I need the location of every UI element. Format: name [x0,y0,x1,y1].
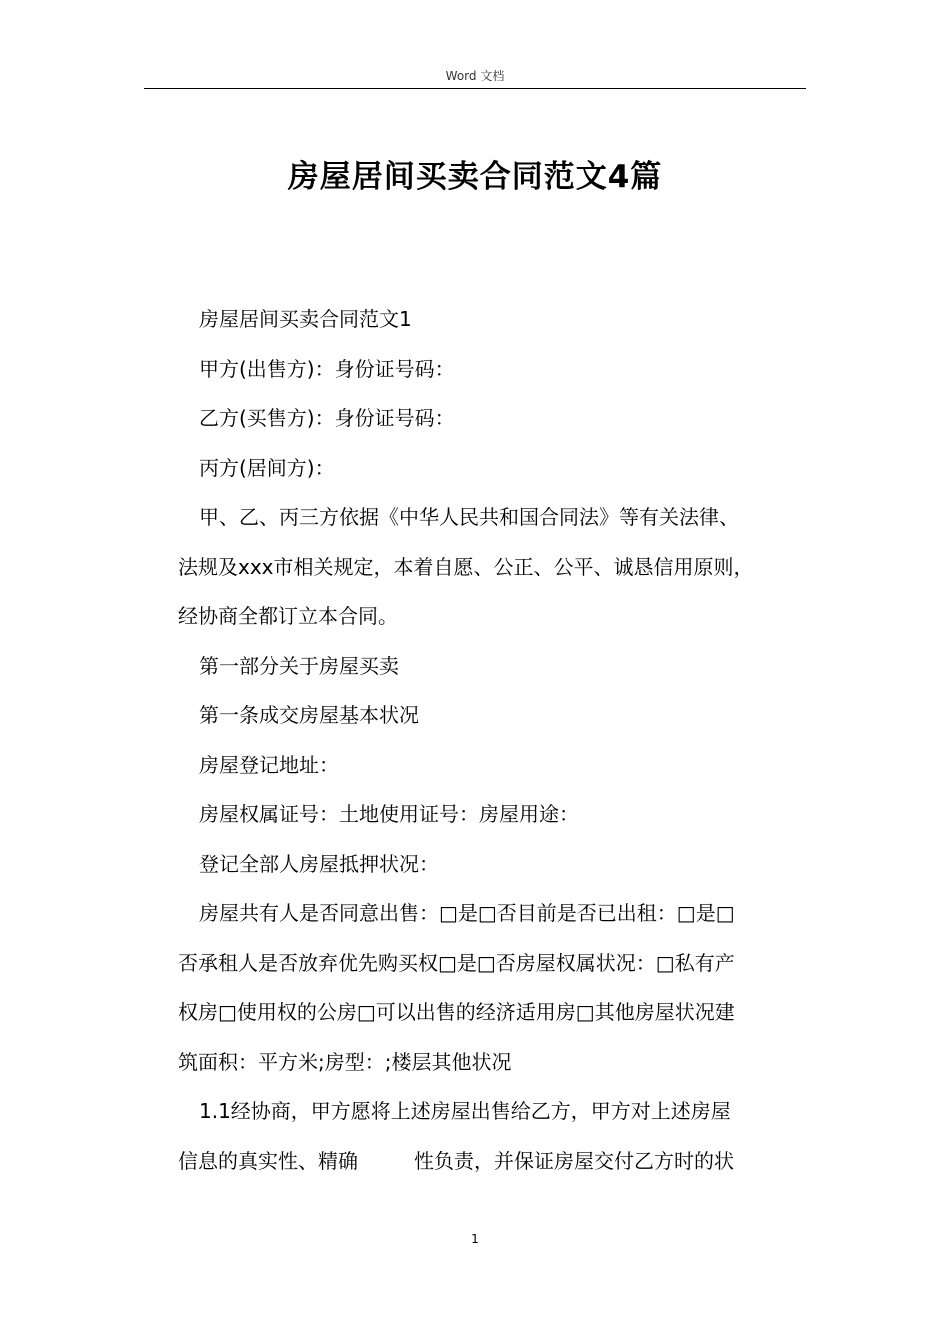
paragraph: 房屋登记地址： [199,752,339,777]
paragraph-fragment: 信息的真实性、精确 [178,1148,358,1173]
paragraph: 经协商全都订立本合同。 [178,604,398,628]
page-number: 1 [471,1232,479,1246]
paragraph: 房屋居间买卖合同范文1 [199,307,412,331]
paragraph: 1.1经协商，甲方愿将上述房屋出售给乙方，甲方对上述房屋 [199,1099,731,1123]
page-header: Word 文档 [445,69,505,83]
paragraph-fragment: 性负责，并保证房屋交付乙方时的状 [414,1148,734,1173]
document-title: 房屋居间买卖合同范文4篇 [287,159,663,195]
paragraph: 登记全部人房屋抵押状况： [199,851,439,876]
paragraph: 丙方(居间方)： [199,455,335,480]
header-divider [144,88,806,89]
paragraph: 权房□使用权的公房□可以出售的经济适用房□其他房屋状况建 [178,1000,735,1024]
paragraph: 甲方(出售方)：身份证号码： [199,356,455,381]
paragraph: 房屋共有人是否同意出售：□是□否目前是否已出租：□是□ [199,901,735,925]
paragraph: 筑面积：平方米;房型：;楼层其他状况 [178,1049,512,1074]
paragraph: 第一部分关于房屋买卖 [199,653,399,678]
paragraph: 否承租人是否放弃优先购买权□是□否房屋权属状况：□私有产 [178,950,735,975]
document-body [178,295,806,1186]
paragraph: 甲、乙、丙三方依据《中华人民共和国合同法》等有关法律、 [199,505,739,529]
paragraph: 第一条成交房屋基本状况 [199,703,419,727]
paragraph: 乙方(买售方)：身份证号码： [199,406,455,430]
paragraph: 房屋权属证号：土地使用证号：房屋用途： [199,802,579,826]
paragraph-last-line [178,1137,806,1187]
paragraph: 法规及xxx市相关规定，本着自愿、公正、公平、诚恳信用原则， [178,554,754,579]
